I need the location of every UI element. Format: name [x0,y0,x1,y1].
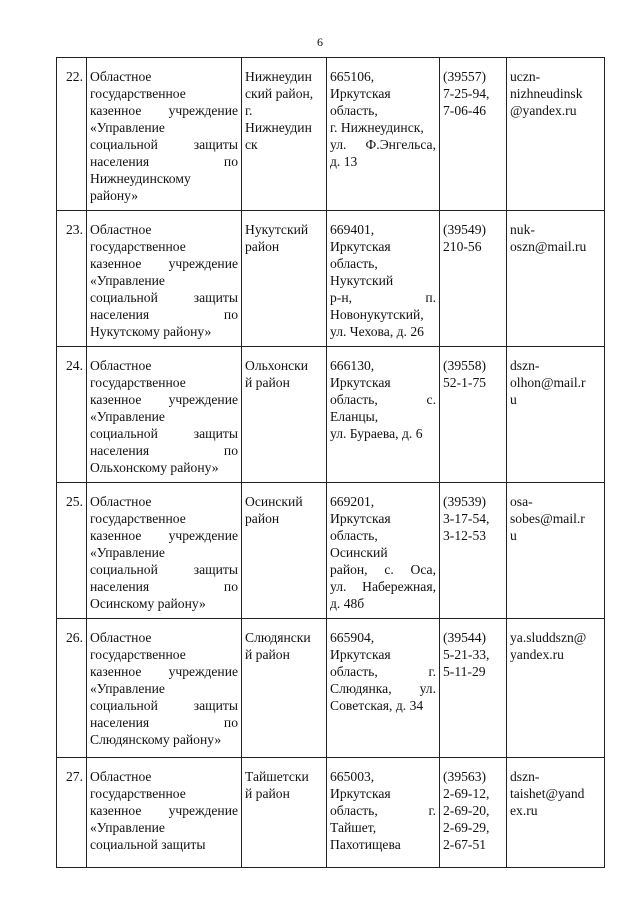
institution-name-line: казенное учреждение [90,803,238,818]
address-line: ул. Чехова, д. 26 [330,324,424,339]
phone-line: (39539) [443,494,487,509]
address-line: ул. Ф.Энгельса, [330,137,436,152]
address-cell [327,58,440,211]
phone-cell [440,758,507,868]
institution-name-line: населения по [90,307,238,322]
row-number: 22. [57,58,87,211]
district-line: г. [245,103,253,118]
address-cell [327,483,440,619]
address-line: 665904, [330,630,375,645]
institution-name-line: Осинскому району» [90,596,206,611]
district-line: район [245,511,280,526]
institution-name-line: населения по [90,715,238,730]
email-line[interactable]: osa- [510,494,533,509]
institution-name-line: «Управление [90,120,165,135]
phone-line: (39563) [443,769,487,784]
email-line[interactable]: dszn- [510,769,540,784]
table-body [57,58,605,868]
address-line: Советская, д. 34 [330,698,424,713]
address-line: область, г. [330,664,436,679]
row-number: 27. [57,758,87,868]
email-cell [507,347,605,483]
email-cell [507,58,605,211]
district-line: Осинский [245,494,303,509]
phone-cell [440,347,507,483]
institution-name-line: социальной защиты [90,698,238,713]
institution-name-line: Нижнеудинскому [90,171,191,186]
email-line[interactable]: taishet@yand [510,786,585,801]
address-line: Иркутская [330,375,391,390]
district-cell [242,758,327,868]
phone-cell [440,483,507,619]
institution-name-line: Слюдянскому району» [90,732,222,747]
address-line: Осинский [330,545,388,560]
email-line[interactable]: u [510,528,517,543]
institution-name-line: казенное учреждение [90,103,238,118]
address-line: д. 13 [330,154,358,169]
institution-name-line: государственное [90,511,186,526]
phone-cell [440,58,507,211]
address-line: область, г. [330,803,436,818]
phone-cell [440,211,507,347]
district-line: Ольхонски [245,358,309,373]
address-line: Иркутская [330,86,391,101]
row-number: 24. [57,347,87,483]
district-line: Слюдянски [245,630,311,645]
address-line: область, [330,103,378,118]
institution-name-cell [87,619,242,758]
address-line: область, [330,528,378,543]
district-line: й район [245,375,290,390]
phone-line: 7-25-94, [443,86,490,101]
institution-name-cell [87,347,242,483]
phone-cell [440,619,507,758]
email-line[interactable]: u [510,392,517,407]
email-line[interactable]: olhon@mail.r [510,375,586,390]
district-cell [242,58,327,211]
email-line[interactable]: nuk- [510,222,535,237]
email-cell [507,211,605,347]
phone-line: (39544) [443,630,487,645]
address-line: 665106, [330,69,375,84]
address-line: Новонукутский, [330,307,424,322]
address-line: ул. Набережная, [330,579,436,594]
institution-name-line: населения по [90,443,238,458]
address-line: 665003, [330,769,375,784]
district-cell [242,347,327,483]
institution-name-line: Нукутскому району» [90,324,212,339]
institution-name-line: Областное [90,494,152,509]
district-line: Нукутский [245,222,309,237]
email-line[interactable]: uczn- [510,69,541,84]
page-number: 6 [317,35,323,49]
institution-name-line: государственное [90,86,186,101]
phone-line: 2-69-20, [443,803,490,818]
district-cell [242,483,327,619]
address-line: район, с. Оса, [330,562,436,577]
institutions-table [56,57,605,868]
address-line: Иркутская [330,647,391,662]
institution-name-cell [87,758,242,868]
institution-name-line: «Управление [90,820,165,835]
phone-line: 2-69-29, [443,820,490,835]
district-line: Тайшетски [245,769,309,784]
institution-name-line: казенное учреждение [90,664,238,679]
phone-line: (39557) [443,69,487,84]
institution-name-line: району» [90,188,139,203]
district-line: Нижнеудин [245,69,312,84]
address-line: 666130, [330,358,375,373]
table-row [57,483,605,619]
institution-name-line: социальной защиты [90,290,238,305]
phone-line: 7-06-46 [443,103,487,118]
institution-name-line: казенное учреждение [90,528,238,543]
address-line: р-н, п. [330,290,436,305]
email-line[interactable]: dszn- [510,358,540,373]
institution-name-line: государственное [90,647,186,662]
institution-name-line: социальной защиты [90,837,206,852]
email-line[interactable]: ya.sluddszn@ [510,630,587,645]
institution-name-cell [87,211,242,347]
email-cell [507,483,605,619]
district-line: ск [245,137,258,152]
institution-name-line: Областное [90,358,152,373]
address-line: Иркутская [330,239,391,254]
district-cell [242,619,327,758]
phone-line: 2-69-12, [443,786,490,801]
institution-name-line: населения по [90,579,238,594]
institution-name-line: казенное учреждение [90,392,238,407]
phone-line: 5-21-33, [443,647,490,662]
email-line[interactable]: @yandex.ru [510,103,577,118]
institution-name-cell [87,483,242,619]
institution-name-line: социальной защиты [90,426,238,441]
address-cell [327,619,440,758]
institution-name-line: казенное учреждение [90,256,238,271]
district-line: район [245,239,280,254]
address-line: 669401, [330,222,375,237]
address-line: Тайшет, [330,820,377,835]
phone-line: 3-17-54, [443,511,490,526]
district-cell [242,211,327,347]
address-cell [327,758,440,868]
institution-name-line: социальной защиты [90,137,238,152]
email-line[interactable]: ex.ru [510,803,538,818]
district-line: й район [245,786,290,801]
address-cell [327,347,440,483]
table-row [57,619,605,758]
institution-name-line: «Управление [90,681,165,696]
institution-name-line: населения по [90,154,238,169]
address-line: Еланцы, [330,409,379,424]
institution-name-line: государственное [90,239,186,254]
institution-name-line: Областное [90,222,152,237]
phone-line: (39549) [443,222,487,237]
institution-name-line: государственное [90,375,186,390]
phone-line: (39558) [443,358,487,373]
institution-name-cell [87,58,242,211]
district-line: ский район, [245,86,314,101]
institution-name-line: Ольхонскому району» [90,460,219,475]
phone-line: 3-12-53 [443,528,487,543]
row-number: 25. [57,483,87,619]
address-line: Слюдянка, ул. [330,681,436,696]
institution-name-line: государственное [90,786,186,801]
phone-line: 52-1-75 [443,375,487,390]
email-line[interactable]: oszn@mail.ru [510,239,587,254]
institution-name-line: Областное [90,769,152,784]
institution-name-line: «Управление [90,545,165,560]
email-cell [507,758,605,868]
district-line: й район [245,647,290,662]
district-line: Нижнеудин [245,120,312,135]
email-line[interactable]: sobes@mail.r [510,511,585,526]
row-number: 26. [57,619,87,758]
institution-name-line: социальной защиты [90,562,238,577]
address-line: 669201, [330,494,375,509]
table-row [57,347,605,483]
table-row [57,758,605,868]
institution-name-line: «Управление [90,409,165,424]
email-cell [507,619,605,758]
institution-name-line: Областное [90,69,152,84]
institution-name-line: «Управление [90,273,165,288]
address-line: Иркутская [330,786,391,801]
address-line: г. Нижнеудинск, [330,120,424,135]
email-line[interactable]: nizhneudinsk [510,86,583,101]
address-line: Нукутский [330,273,394,288]
address-cell [327,211,440,347]
address-line: область, [330,256,378,271]
institution-name-line: Областное [90,630,152,645]
table-row [57,211,605,347]
address-line: д. 48б [330,596,365,611]
phone-line: 5-11-29 [443,664,486,679]
address-line: ул. Бураева, д. 6 [330,426,423,441]
phone-line: 2-67-51 [443,837,487,852]
address-line: Иркутская [330,511,391,526]
address-line: область, с. [330,392,436,407]
email-line[interactable]: yandex.ru [510,647,564,662]
row-number: 23. [57,211,87,347]
address-line: Пахотищева [330,837,401,852]
table-row [57,58,605,211]
phone-line: 210-56 [443,239,482,254]
